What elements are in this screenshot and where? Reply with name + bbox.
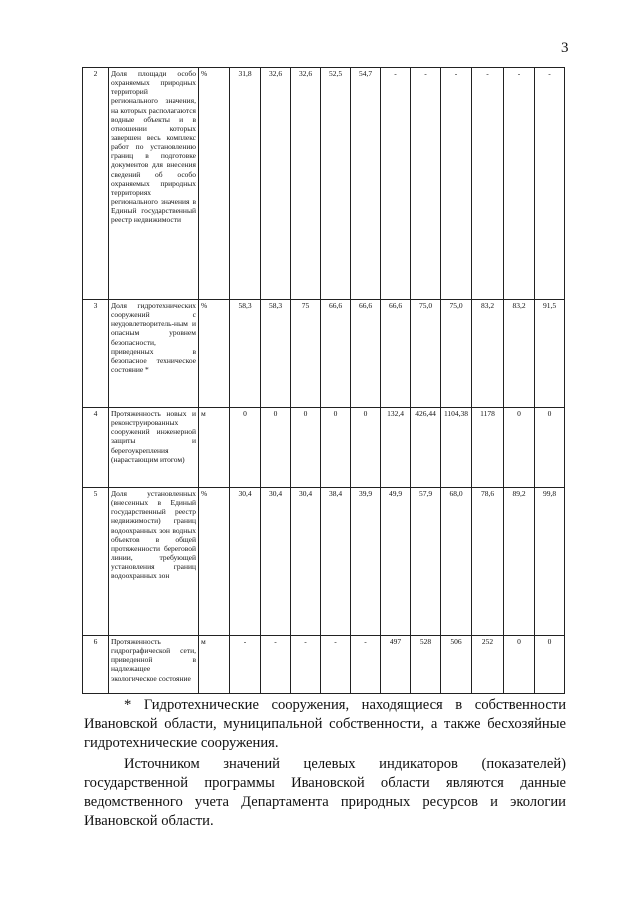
value-cell: 83,2 [504,300,535,408]
value-cell: 0 [261,408,291,488]
value-cell: 78,6 [472,488,504,636]
value-cell: 75,0 [411,300,441,408]
table-row [83,68,565,300]
row-number: 3 [83,300,109,408]
table-body [83,68,565,694]
value-cell: 66,6 [351,300,381,408]
source-note: Источником значений целевых индикаторов (показателей) государственной программы Ивановской области являются данные ведомственного учета Департамента природных ресурсов и экологии Ивановской области. [84,756,566,829]
value-cell: 0 [535,636,565,694]
value-cell: 68,0 [441,488,472,636]
value-cell: 0 [504,636,535,694]
value-cell: 32,6 [291,68,321,300]
page-number: 3 [561,40,569,56]
value-cell: 58,3 [261,300,291,408]
value-cell: 66,6 [321,300,351,408]
value-cell: - [535,68,565,300]
value-cell: 66,6 [381,300,411,408]
table-row [83,408,565,488]
value-cell: 58,3 [230,300,261,408]
table-row [83,636,565,694]
value-cell: - [321,636,351,694]
value-cell: 0 [351,408,381,488]
notes [84,696,566,831]
unit: % [199,68,230,300]
value-cell: 0 [504,408,535,488]
value-cell: 75 [291,300,321,408]
value-cell: - [504,68,535,300]
value-cell: 32,6 [261,68,291,300]
value-cell: 30,4 [261,488,291,636]
value-cell: - [230,636,261,694]
value-cell: 0 [535,408,565,488]
unit: % [199,488,230,636]
value-cell: 0 [321,408,351,488]
value-cell: 99,8 [535,488,565,636]
indicators-table [82,67,565,694]
footnote: * Гидротехнические сооружения, находящиеся в собственности Ивановской области, муниципальной собственности, а также бесхозяйные гидротехнические сооружения. [84,697,566,751]
indicator-name: Доля гидротехнических сооружений с неудовлетворитель-ным и опасным уровнем безопасности, приведенных в безопасное техническое состояние * [109,300,199,408]
value-cell: - [381,68,411,300]
value-cell: - [261,636,291,694]
row-number: 5 [83,488,109,636]
value-cell: 54,7 [351,68,381,300]
value-cell: 132,4 [381,408,411,488]
value-cell: 75,0 [441,300,472,408]
value-cell: 1104,38 [441,408,472,488]
indicator-name: Доля площади особо охраняемых природных территорий регионального значения, на которых располагаются водные объекты и в отношении которых завершен весь комплекс работ по установлению границ в подготовке документов для внесения сведений об особо охраняемых природных территориях регионального значения в Единый государственный реестр недвижимости [109,68,199,300]
value-cell: 57,9 [411,488,441,636]
table-row [83,300,565,408]
value-cell: - [441,68,472,300]
row-number: 4 [83,408,109,488]
value-cell: 52,5 [321,68,351,300]
indicator-name: Протяженность новых и реконструированных сооружений инженерной защиты и берегоукрепления (нарастающим итогом) [109,408,199,488]
unit: м [199,408,230,488]
value-cell: 497 [381,636,411,694]
value-cell: 252 [472,636,504,694]
value-cell: 0 [230,408,261,488]
row-number: 2 [83,68,109,300]
indicator-name: Доля установленных (внесенных в Единый государственный реестр недвижимости) границ водоохранных зон водных объектов в общей протяженности береговой линии, требующей установления границ водоохранных зон [109,488,199,636]
value-cell: - [472,68,504,300]
value-cell: 83,2 [472,300,504,408]
unit: м [199,636,230,694]
value-cell: 91,5 [535,300,565,408]
value-cell: 49,9 [381,488,411,636]
value-cell: 38,4 [321,488,351,636]
value-cell: - [351,636,381,694]
table-row [83,488,565,636]
value-cell: 31,8 [230,68,261,300]
value-cell: 1178 [472,408,504,488]
value-cell: 506 [441,636,472,694]
value-cell: 39,9 [351,488,381,636]
value-cell: 89,2 [504,488,535,636]
indicator-name: Протяженность гидрографической сети, приведенной в надлежащее экологическое состояние [109,636,199,694]
value-cell: 426,44 [411,408,441,488]
value-cell: - [291,636,321,694]
unit: % [199,300,230,408]
value-cell: - [411,68,441,300]
value-cell: 0 [291,408,321,488]
value-cell: 528 [411,636,441,694]
value-cell: 30,4 [230,488,261,636]
value-cell: 30,4 [291,488,321,636]
row-number: 6 [83,636,109,694]
